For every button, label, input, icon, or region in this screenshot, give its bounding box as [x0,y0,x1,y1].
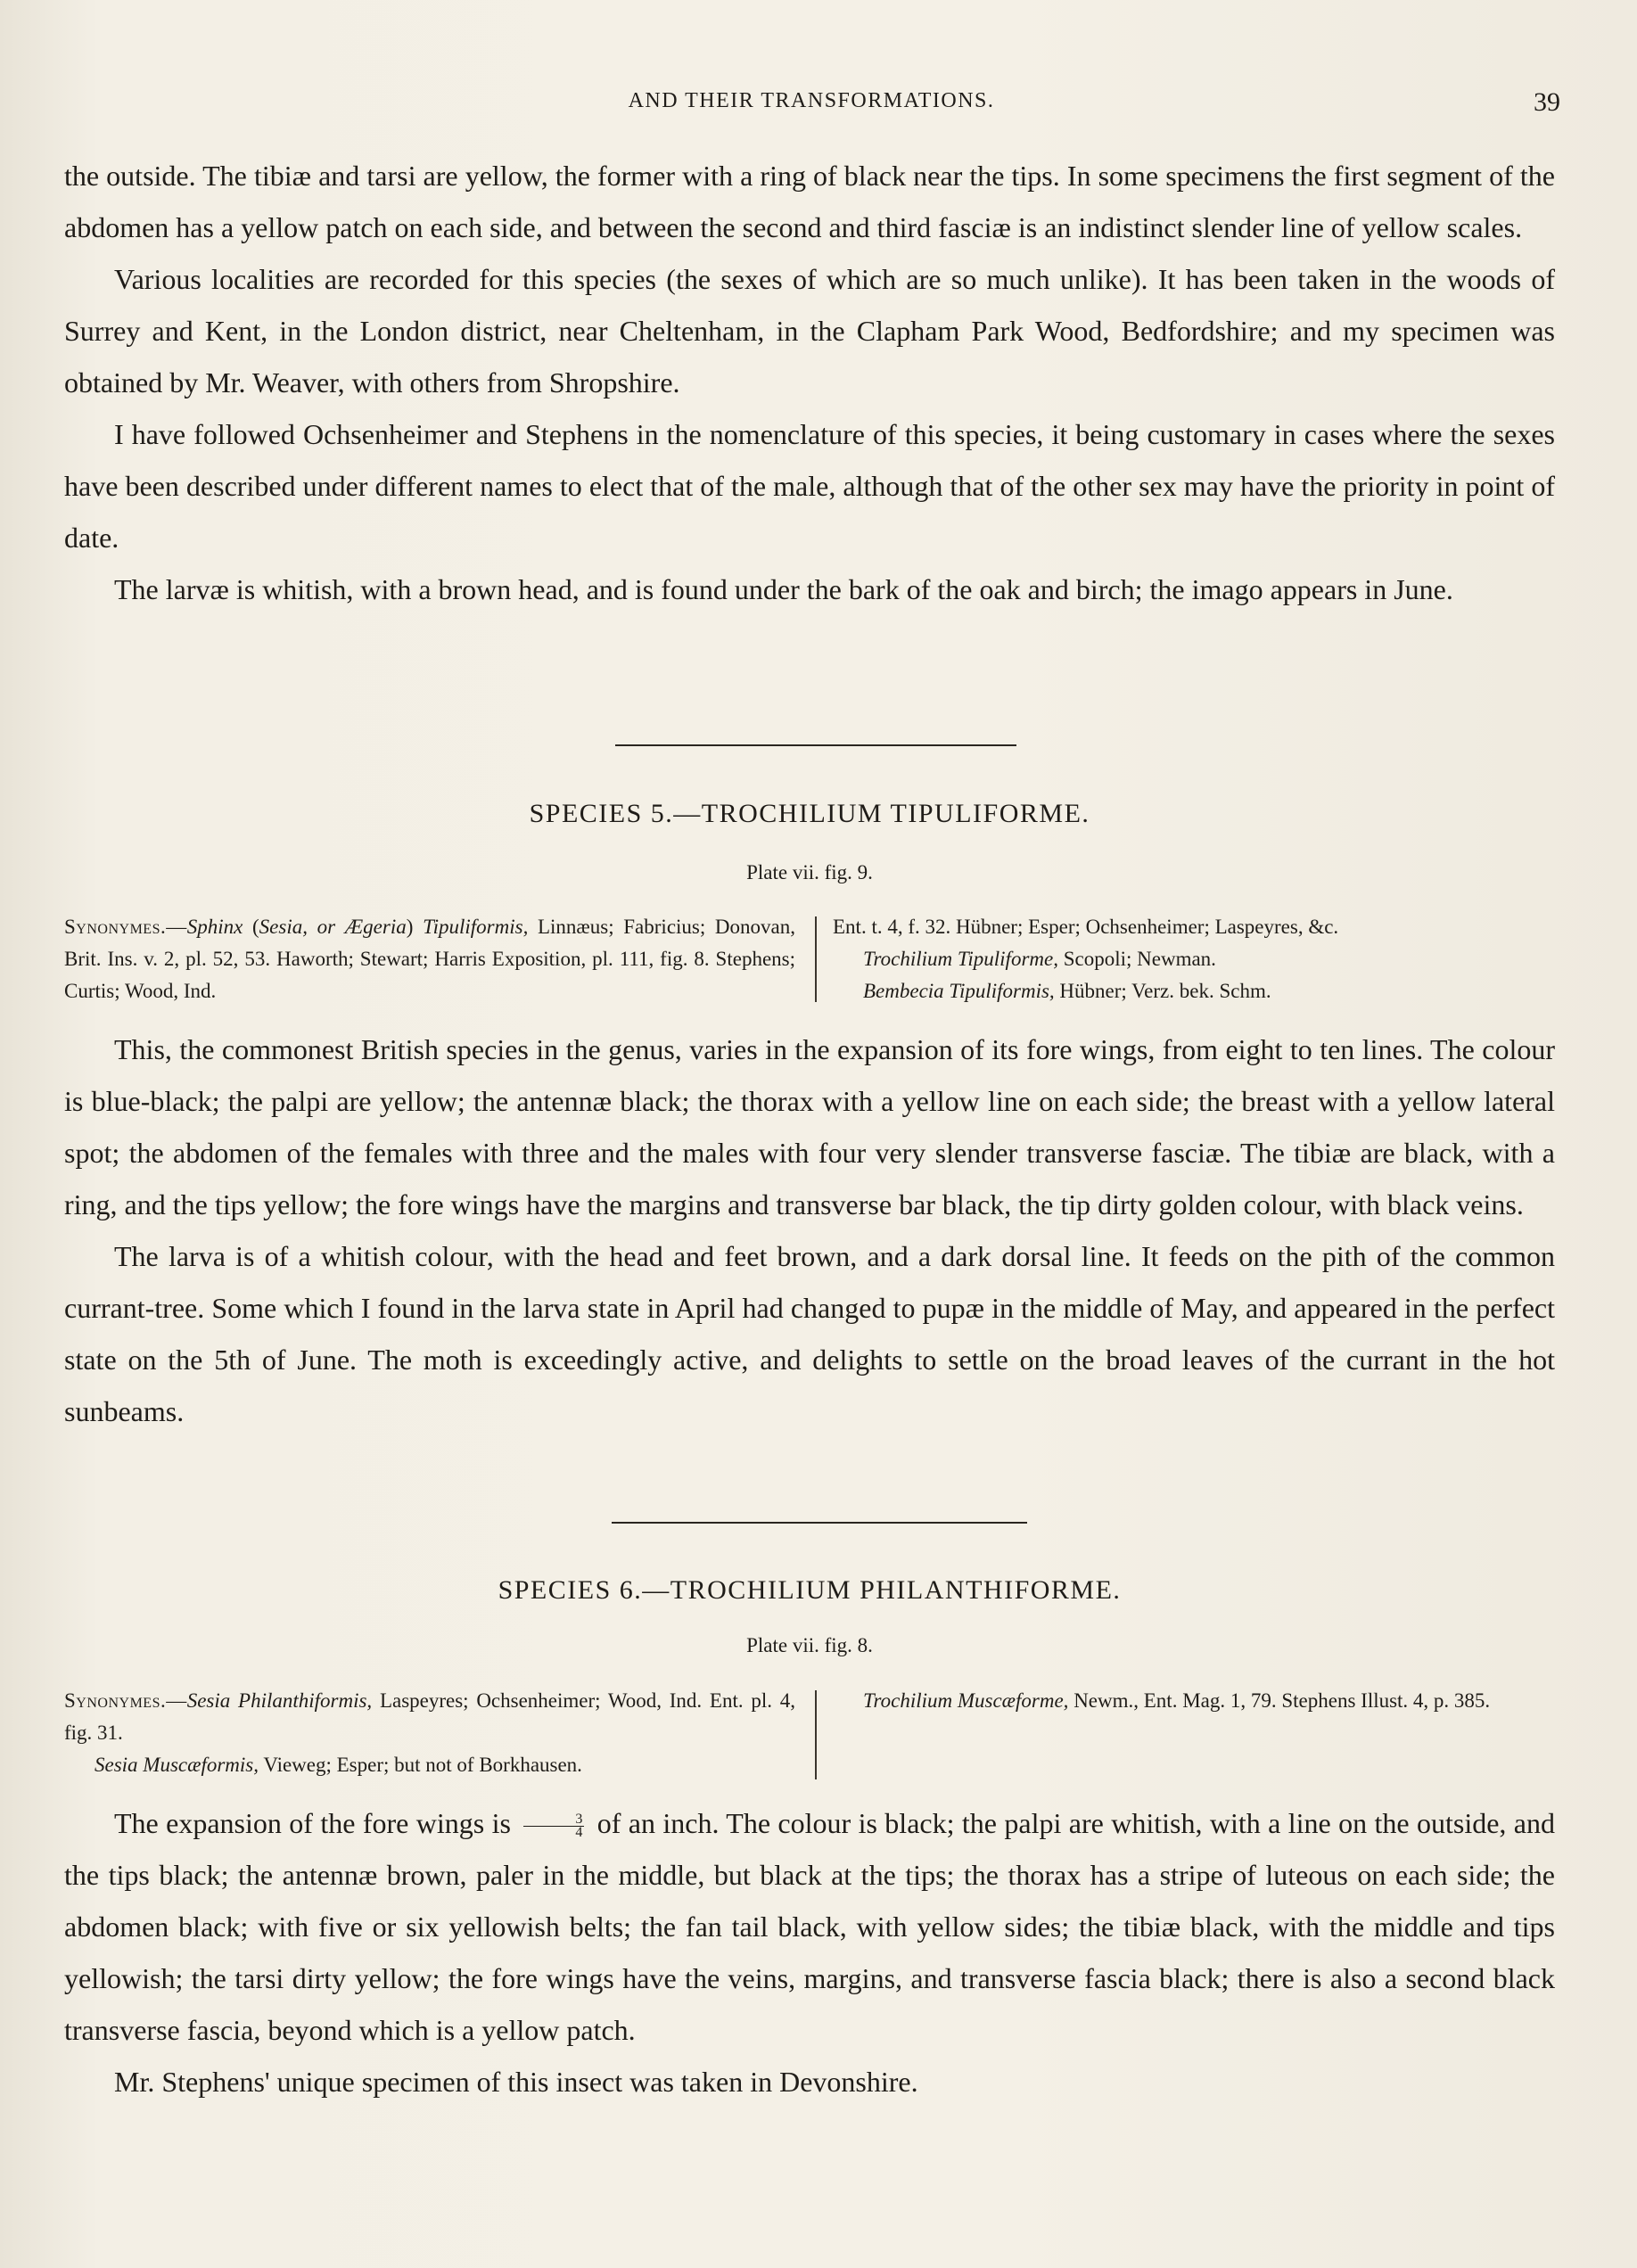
species-6-synonymes-left: Synonymes.—Sesia Philanthiformis, Laspeyres; Ochsenheimer; Wood, Ind. Ent. pl. 4, fig. 31. Sesia Muscæformis, Vieweg; Esper; but not of Borkhausen. [64,1689,796,1776]
species-5-synonymes-left: Synonymes.—Sphinx (Sesia, or Ægeria) Tipuliformis, Linnæus; Fabricius; Donovan, Brit. Ins. v. 2, pl. 52, 53. Haworth; Stewart; Harris Exposition, pl. 111, fig. 8. Stephens; Curtis; Wood, Ind. [64,916,795,1002]
running-title: AND THEIR TRANSFORMATIONS. [628,89,995,112]
species-5-synonymes-right: Ent. t. 4, f. 32. Hübner; Esper; Ochsenheimer; Laspeyres, &c. Trochilium Tipuliforme, Scopoli; Newman. Bembecia Tipuliformis, Hübner; Verz. bek. Schm. [833,916,1339,1002]
paragraph: the outside. The tibiæ and tarsi are yellow, the former with a ring of black near the tips. In some specimens the first segment of the abdomen has a yellow patch on each side, and between the second and third fasciæ is an indistinct slender line of yellow scales. [64,160,1555,243]
page-header [62,89,1560,125]
synonymes-divider [815,916,817,1002]
species-6-title: SPECIES 6.—TROCHILIUM PHILANTHIFORME. [498,1575,1122,1605]
paragraph: This, the commonest British species in the genus, varies in the expansion of its fore wings, from eight to ten lines. The colour is blue-black; the palpi are yellow; the antennæ black; the thorax with a yellow line on each side; the breast with a yellow lateral spot; the abdomen of the females with three and the males with four very slender transverse fasciæ. The tibiæ are black, with a ring, and the tips yellow; the fore wings have the margins and transverse bar black, the tip dirty golden colour, with black veins. [64,1033,1555,1220]
paragraph: The larva is of a whitish colour, with the head and feet brown, and a dark dorsal line. It feeds on the pith of the common currant-tree. Some which I found in the larva state in April had changed to pupæ in the middle of May, and appeared in the perfect state on the 5th of June. The moth is exceedingly active, and delights to settle on the broad leaves of the currant in the hot sunbeams. [64,1240,1555,1427]
paragraph: I have followed Ochsenheimer and Stephens in the nomenclature of this species, it being customary in cases where the sexes have been described under different names to elect that of the male, although that of the other sex may have the priority in point of date. [64,418,1555,554]
page-number: 39 [1534,87,1560,117]
species-5-title: SPECIES 5.—TROCHILIUM TIPULIFORME. [529,799,1090,828]
paragraph: Various localities are recorded for this species (the sexes of which are so much unlike). It has been taken in the woods of Surrey and Kent, in the London district, near Cheltenham, in the Clapham Park Wood, Bedfordshire; and my specimen was obtained by Mr. Weaver, with others from Shropshire. [64,263,1555,399]
intro-text [64,150,1555,615]
fraction-three-quarters: $\frac{3}{4}$ [523,1813,584,1839]
species-5-plate: Plate vii. fig. 9. [746,861,873,883]
species-6-plate: Plate vii. fig. 8. [746,1634,873,1656]
paragraph: The larvæ is whitish, with a brown head, and is found under the bark of the oak and birch; the imago appears in June. [114,573,1453,605]
paragraph: The expansion of the fore wings is $\frac{3}{4}$ of an inch. The colour is black; the palpi are whitish, with a line on the outside, and the tips black; the antennæ brown, paler in the middle, but black at the tips; the thorax has a stripe of luteous on each side; the abdomen black; with five or six yellowish belts; the fan tail black, with yellow sides; the tibiæ black, with the middle and tips yellowish; the tarsi dirty yellow; the fore wings have the veins, margins, and transverse fascia black; there is also a second black transverse fascia, beyond which is a yellow patch. [64,1807,1556,2046]
section-divider [612,1522,1027,1524]
paragraph: Mr. Stephens' unique specimen of this insect was taken in Devonshire. [114,2066,918,2098]
section-divider [615,744,1016,746]
species-6-text [64,1797,1555,2108]
species-5-text [64,1023,1555,1437]
synonymes-divider [815,1690,817,1779]
species-6-synonymes-right: Trochilium Muscæforme, Newm., Ent. Mag. 1, 79. Stephens Illust. 4, p. 385. [863,1689,1491,1712]
